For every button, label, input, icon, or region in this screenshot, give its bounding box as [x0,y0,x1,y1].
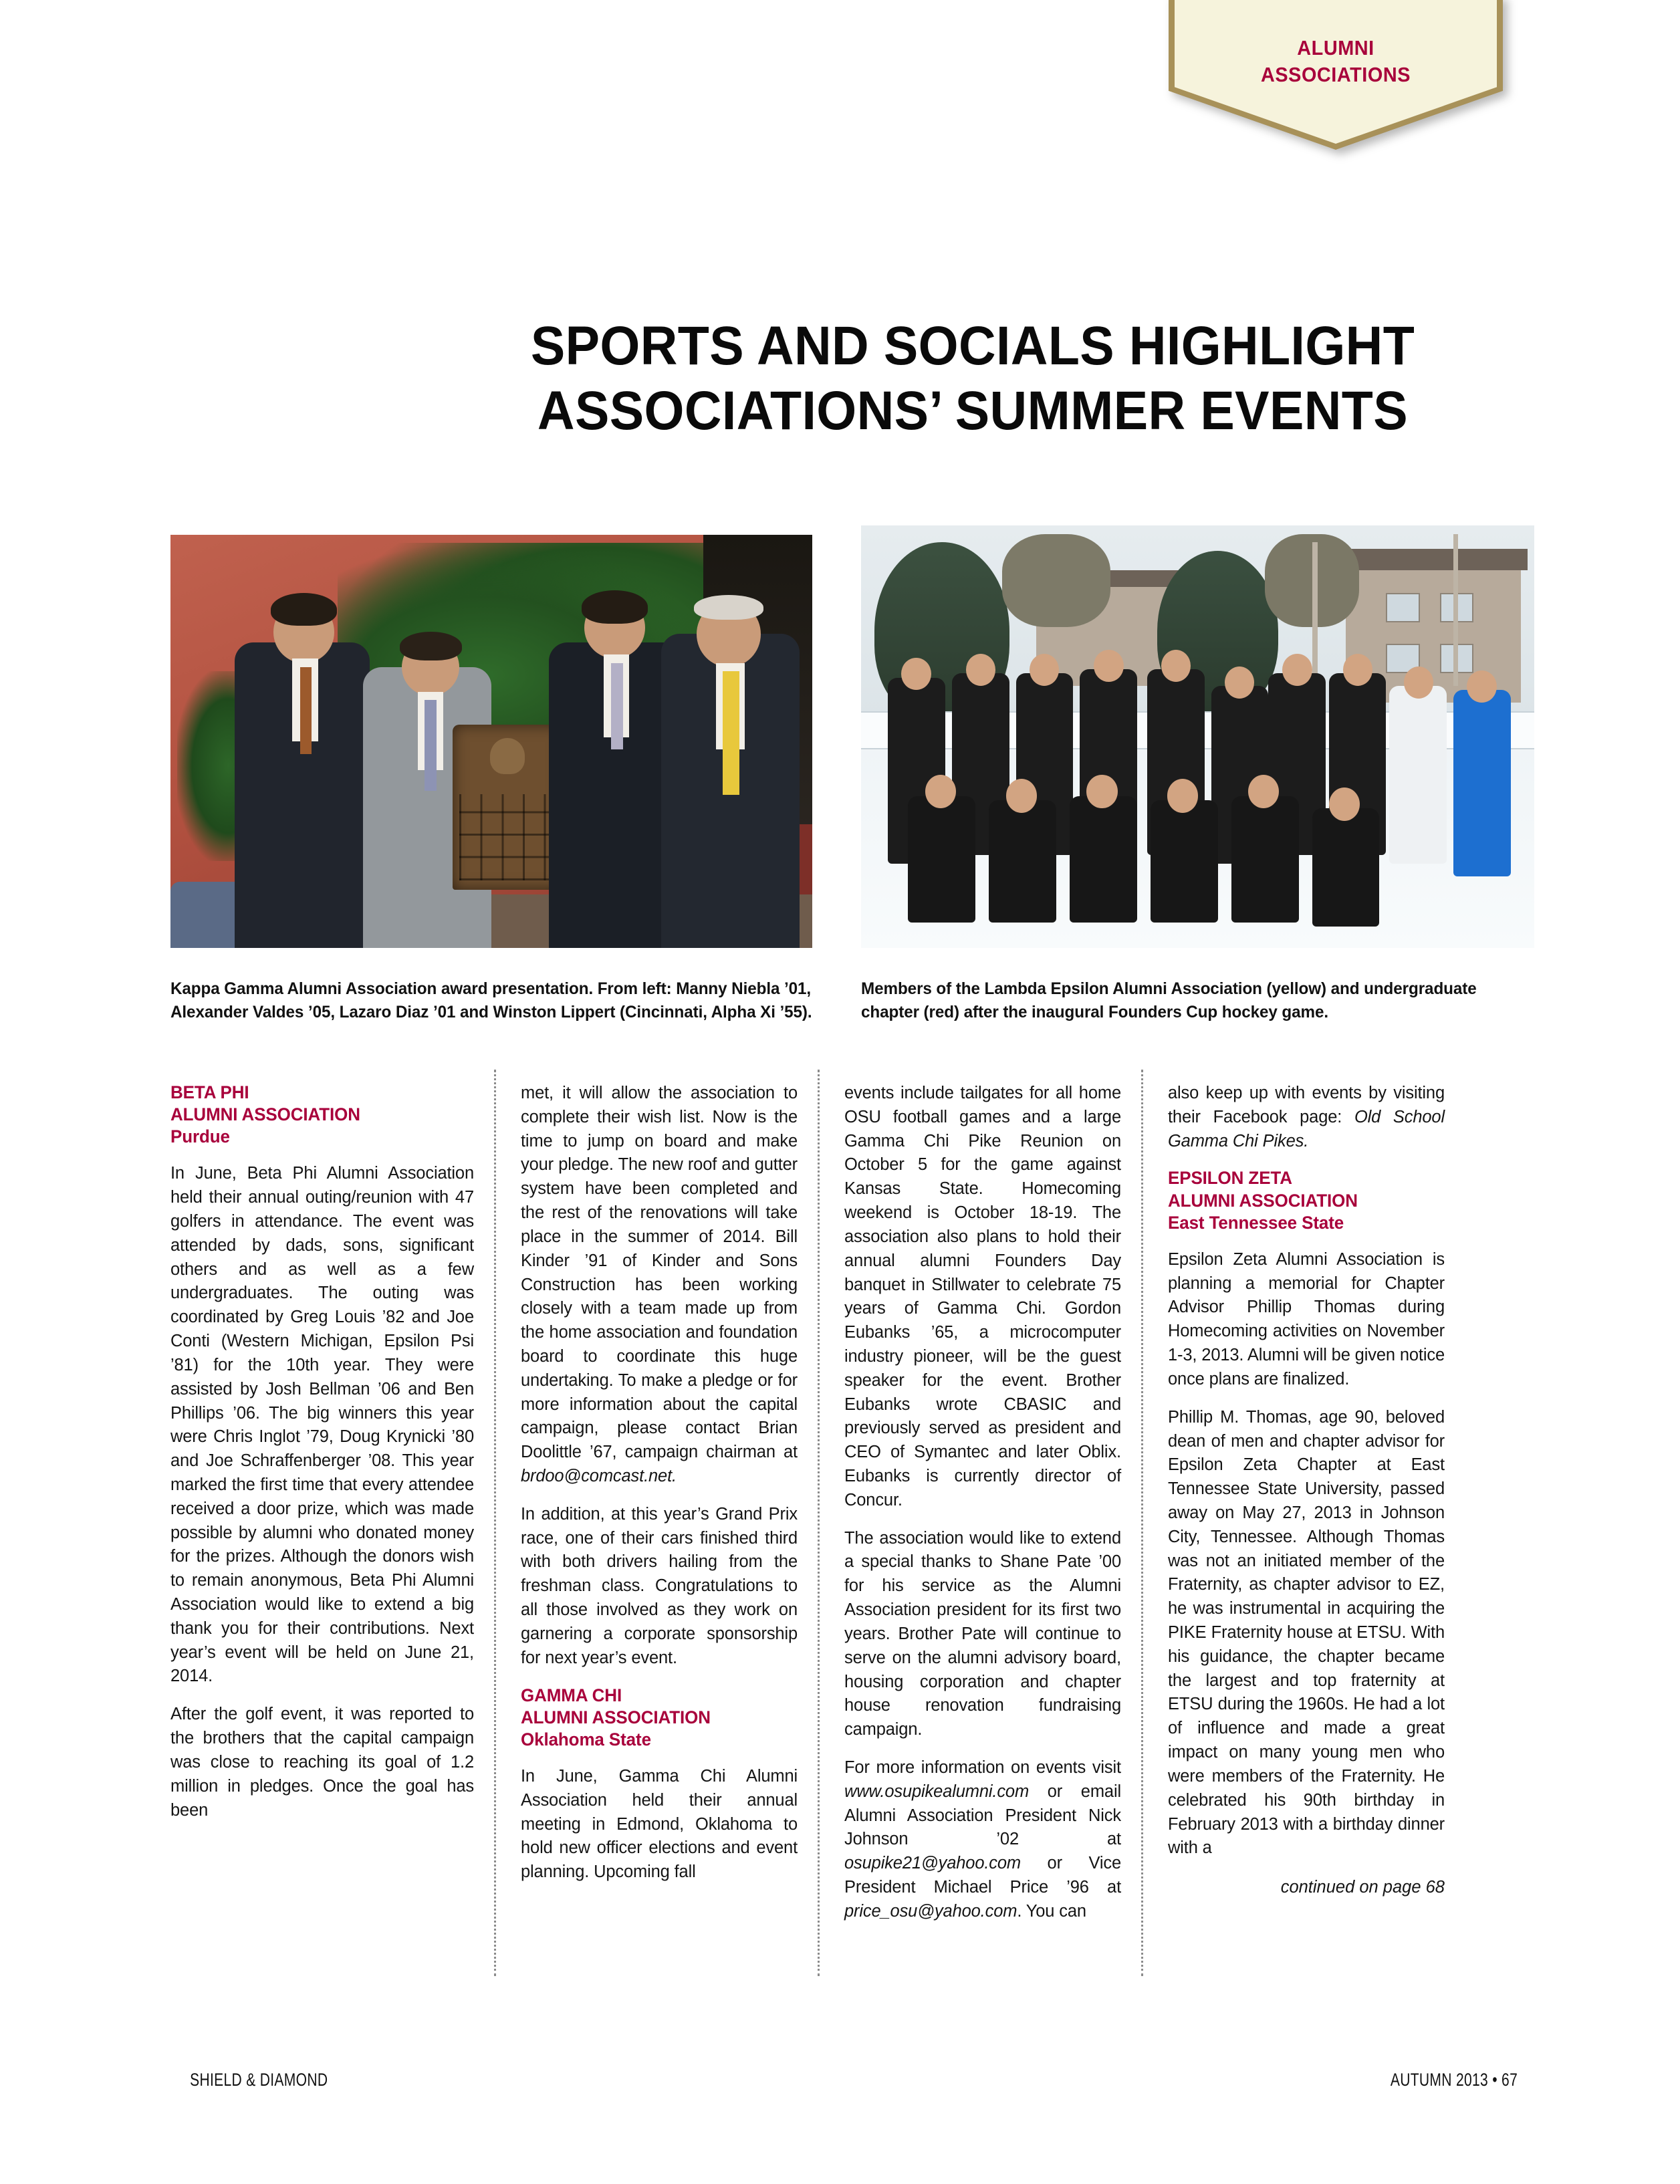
assoc-heading-line3: Oklahoma State [521,1729,651,1749]
article-column-2 [494,1082,818,1971]
assoc-heading-beta-phi [170,1082,468,1148]
assoc-heading-line2: ALUMNI ASSOCIATION [521,1707,711,1727]
continued-note: continued on page 68 [1280,1878,1445,1897]
paragraph: In June, Beta Phi Alumni Association held their annual outing/reunion with 47 golfers in attendance. The event was attended by dads, sons, significant others and as well as a few undergraduates. The outing was coordinated by Greg Louis ’82 and Joe Conti (Western Michigan, Epsilon Psi ’81) for the 10th year. They were assisted by Josh Bellman ’06 and Ben Phillips ’06. The big winners this year were Chris Inglot ’79, Doug Krynicki ’80 and Joe Schraffenberger ’08. This year marked the first time that every attendee received a door prize, which was made possible by alumni who donated money for the prizes. Although the donors wish to remain anonymous, Beta Phi Alumni Association would like to extend a big thank you for their contributions. Next year’s event will be held on June 21, 2014. [170,1164,474,1686]
page-footer [170,2070,1536,2090]
email-osupike21: osupike21@yahoo.com [844,1854,1022,1873]
paragraph-text: . You can [1017,1901,1086,1921]
paragraph [1168,1082,1445,1153]
paragraph: The association would like to extend a special thanks to Shane Pate ’00 for his service as the Alumni Association president for its first two years. Brother Pate will continue to serve on the alumni advisory board, housing corporation and chapter house renovation fundraising campaign. [844,1528,1121,1739]
kappa-gamma-award-photo [170,535,812,948]
caption-lambda-epsilon-hockey: Members of the Lambda Epsilon Alumni Association (yellow) and undergraduate chapter (red) after the inaugural Founders Cup hockey game. [861,979,1477,1021]
section-tab-line2: ASSOCIATIONS [1260,62,1411,86]
article-columns [170,1082,1536,1971]
section-tab-alumni-associations [1169,0,1503,150]
assoc-heading-line1: GAMMA CHI [521,1685,622,1705]
paragraph: In June, Gamma Chi Alumni Association held their annual meeting in Edmond, Oklahoma to hold new officer elections and event planning. Upcoming fall [521,1766,798,1882]
email-price-osu: price_osu@yahoo.com [844,1901,1017,1921]
article-column-3 [818,1082,1141,1971]
email-brdoo: brdoo@comcast.net. [521,1467,677,1485]
paragraph-text: or Vice President Michael Price ’96 at [844,1854,1121,1897]
assoc-heading-line1: EPSILON ZETA [1168,1168,1292,1189]
paragraph-text: or email Alumni Association President Nick Johnson ’02 at [844,1782,1121,1849]
assoc-heading-epsilon-zeta [1168,1167,1439,1233]
paragraph: Phillip M. Thomas, age 90, beloved dean of men and chapter advisor for Epsilon Zeta Chapter at East Tennessee State University, passed away on May 27, 2013 in Johnson City, Tennessee. Although Thomas was not an initiated member of the Fraternity, as chapter advisor to EZ, he was instrumental in acquiring the PIKE Fraternity house at ETSU. With his guidance, the chapter became the largest and top fraternity at ETSU during the 1960s. He had a lot of influence and made a great impact on many young men who were members of the Fraternity. He celebrated his 90th birthday in February 2013 with a birthday dinner with a [1168,1407,1445,1858]
section-tab-text [1181,35,1491,88]
assoc-heading-line2: ALUMNI ASSOCIATION [1168,1190,1358,1211]
assoc-heading-line3: East Tennessee State [1168,1212,1344,1233]
paragraph: In addition, at this year’s Grand Prix race, one of their cars finished third with both drivers hailing from the freshman class. Congratulations to all those involved as they work on garnering a corporate sponsorship for next year’s event. [521,1504,798,1667]
paragraph-text: met, it will allow the association to complete their wish list. Now is the time to jump on board and make your pledge. The new roof and gutter system have been completed and the rest of the renovations will take place in the summer of 2014. Bill Kinder ’91 of Kinder and Sons Construction has been working closely with a team made up from the home association and foundation board to coordinate this huge undertaking. To make a pledge or for more information about the capital campaign, please contact Brian Doolittle ’67, campaign chairman at [521,1084,798,1462]
paragraph: After the golf event, it was reported to the brothers that the capital campaign was close to reaching its goal of 1.2 million in pledges. Once the goal has been [170,1705,474,1820]
assoc-heading-gamma-chi [521,1685,792,1751]
footer-issue-and-page: AUTUMN 2013 • 67 [1390,2070,1518,2090]
lambda-epsilon-hockey-photo [861,525,1534,948]
page-headline [354,314,1592,444]
facebook-page-name: Old School Gamma Chi Pikes. [1168,1107,1445,1150]
article-column-4 [1141,1082,1465,1971]
paragraph-text: also keep up with events by visiting their Facebook page: [1168,1084,1445,1126]
section-tab-line1: ALUMNI [1297,36,1374,59]
headline-line-2: ASSOCIATIONS’ SUMMER EVENTS [537,380,1409,441]
article-column-1 [170,1082,494,1971]
paragraph-text: For more information on events visit [844,1757,1121,1777]
paragraph [844,1756,1121,1924]
paragraph: Epsilon Zeta Alumni Association is planning a memorial for Chapter Advisor Phillip Thomas during Homecoming activities on November 1-3, 2013. Alumni will be given notice once plans are finalized. [1168,1249,1445,1388]
paragraph [521,1082,798,1489]
footer-publication-name: SHIELD & DIAMOND [190,2070,328,2090]
assoc-heading-line1: BETA PHI [170,1082,249,1102]
caption-kappa-gamma-award: Kappa Gamma Alumni Association award presentation. From left: Manny Niebla ’01, Alexander Valdes ’05, Lazaro Diaz ’01 and Winston Lippert (Cincinnati, Alpha Xi ’55). [170,979,812,1021]
headline-line-1: SPORTS AND SOCIALS HIGHLIGHT [530,316,1415,376]
paragraph: events include tailgates for all home OSU football games and a large Gamma Chi Pike Reunion on October 5 for the game against Kansas State. Homecoming weekend is October 18-19. The association also plans to hold their annual alumni Founders Day banquet in Stillwater to celebrate 75 years of Gamma Chi. Gordon Eubanks ’65, a microcomputer industry pioneer, will be the guest speaker for the event. Brother Eubanks wrote CBASIC and previously served as president and CEO of Symantec and later Oblix. Eubanks is currently director of Concur. [844,1084,1121,1509]
assoc-heading-line2: ALUMNI ASSOCIATION [170,1104,360,1125]
assoc-heading-line3: Purdue [170,1126,230,1147]
website-osupikealumni: www.osupikealumni.com [844,1782,1030,1801]
